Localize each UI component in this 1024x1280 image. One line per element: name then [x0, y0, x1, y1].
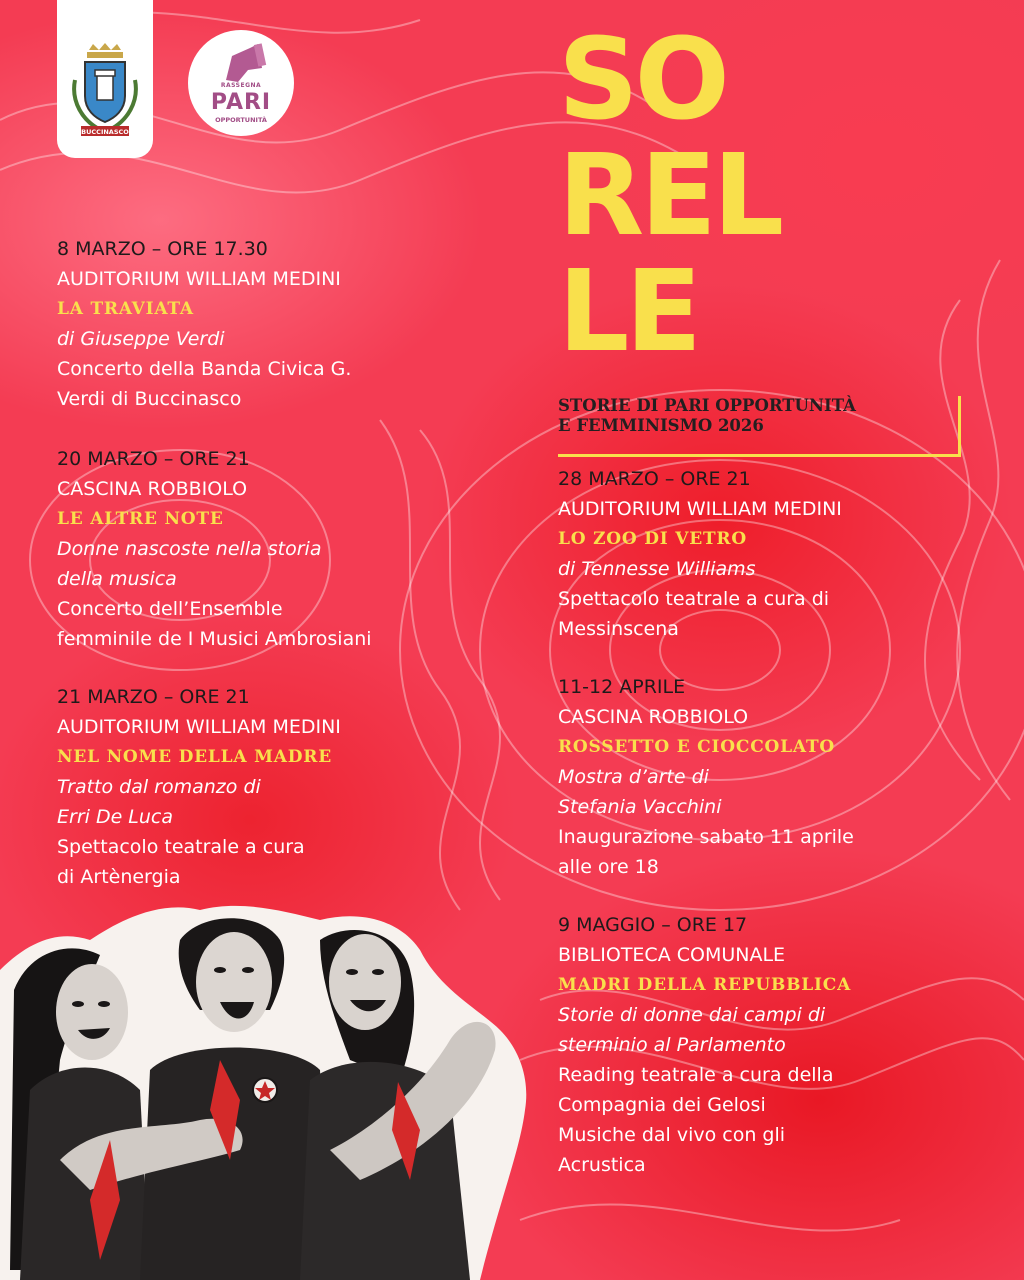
- pari-logo-bottom: OPPORTUNITÀ: [215, 116, 267, 124]
- subtitle-line-2: E FEMMINISMO 2026: [558, 416, 764, 435]
- event-venue: AUDITORIUM WILLIAM MEDINI: [558, 498, 842, 520]
- municipality-logo-text: BUCCINASCO: [81, 128, 129, 136]
- event-venue: BIBLIOTECA COMUNALE: [558, 944, 786, 966]
- title-line-1: SO: [558, 15, 726, 145]
- event-italic: di Giuseppe Verdi: [57, 328, 225, 350]
- subtitle: [558, 396, 961, 457]
- event-italic: sterminio al Parlamento: [558, 1034, 786, 1056]
- megaphone-icon: [188, 30, 294, 90]
- event-title: LA TRAVIATA: [57, 299, 194, 319]
- event-date: 11-12 APRILE: [558, 676, 686, 698]
- event-desc: di Artènergia: [57, 866, 181, 888]
- event-le-altre-note: [57, 444, 497, 654]
- event-desc: Acrustica: [558, 1154, 646, 1176]
- event-date: 8 MARZO – ORE 17.30: [57, 238, 268, 260]
- event-desc: Spettacolo teatrale a cura di: [558, 588, 830, 610]
- event-date: 28 MARZO – ORE 21: [558, 468, 751, 490]
- subtitle-line-1: STORIE DI PARI OPPORTUNITÀ: [558, 396, 856, 415]
- pari-logo-main: PARI: [210, 90, 272, 115]
- event-desc: femminile de I Musici Ambrosiani: [57, 628, 372, 650]
- women-illustration: [0, 900, 540, 1280]
- event-italic: Erri De Luca: [57, 806, 174, 828]
- event-title: MADRI DELLA REPUBBLICA: [558, 975, 852, 995]
- title-line-2: REL: [558, 131, 781, 261]
- event-italic: di Tennesse Williams: [558, 558, 756, 580]
- event-rossetto-e-cioccolato: [558, 672, 998, 882]
- event-nel-nome-della-madre: [57, 682, 497, 892]
- event-la-traviata: [57, 234, 497, 414]
- event-desc: Messinscena: [558, 618, 679, 640]
- event-date: 21 MARZO – ORE 21: [57, 686, 250, 708]
- event-title: LE ALTRE NOTE: [57, 509, 224, 529]
- event-italic: Stefania Vacchini: [558, 796, 722, 818]
- event-venue: AUDITORIUM WILLIAM MEDINI: [57, 716, 341, 738]
- pari-logo-top: RASSEGNA: [220, 82, 262, 89]
- event-italic: Storie di donne dai campi di: [558, 1004, 826, 1026]
- event-lo-zoo-di-vetro: [558, 464, 998, 644]
- event-desc: Musiche dal vivo con gli: [558, 1124, 786, 1146]
- event-venue: CASCINA ROBBIOLO: [558, 706, 749, 728]
- event-venue: AUDITORIUM WILLIAM MEDINI: [57, 268, 341, 290]
- event-title: NEL NOME DELLA MADRE: [57, 747, 332, 767]
- event-madri-della-repubblica: [558, 910, 998, 1180]
- event-desc: Concerto dell’Ensemble: [57, 598, 283, 620]
- event-desc: Reading teatrale a cura della: [558, 1064, 834, 1086]
- event-title: LO ZOO DI VETRO: [558, 529, 747, 549]
- event-date: 20 MARZO – ORE 21: [57, 448, 250, 470]
- event-italic: della musica: [57, 568, 177, 590]
- event-desc: Inaugurazione sabato 11 aprile: [558, 826, 854, 848]
- event-italic: Mostra d’arte di: [558, 766, 709, 788]
- event-desc: Verdi di Buccinasco: [57, 388, 242, 410]
- municipality-logo: [57, 0, 153, 158]
- event-desc: Spettacolo teatrale a cura: [57, 836, 305, 858]
- event-desc: Compagnia dei Gelosi: [558, 1094, 766, 1116]
- event-italic: Donne nascoste nella storia: [57, 538, 322, 560]
- municipality-crest-icon: [69, 40, 141, 140]
- event-title: ROSSETTO E CIOCCOLATO: [558, 737, 836, 757]
- event-italic: Tratto dal romanzo di: [57, 776, 261, 798]
- event-date: 9 MAGGIO – ORE 17: [558, 914, 748, 936]
- event-desc: Concerto della Banda Civica G.: [57, 358, 352, 380]
- title-line-3: LE: [558, 247, 698, 377]
- pari-opportunita-logo: [188, 30, 294, 136]
- event-desc: alle ore 18: [558, 856, 659, 878]
- event-venue: CASCINA ROBBIOLO: [57, 478, 248, 500]
